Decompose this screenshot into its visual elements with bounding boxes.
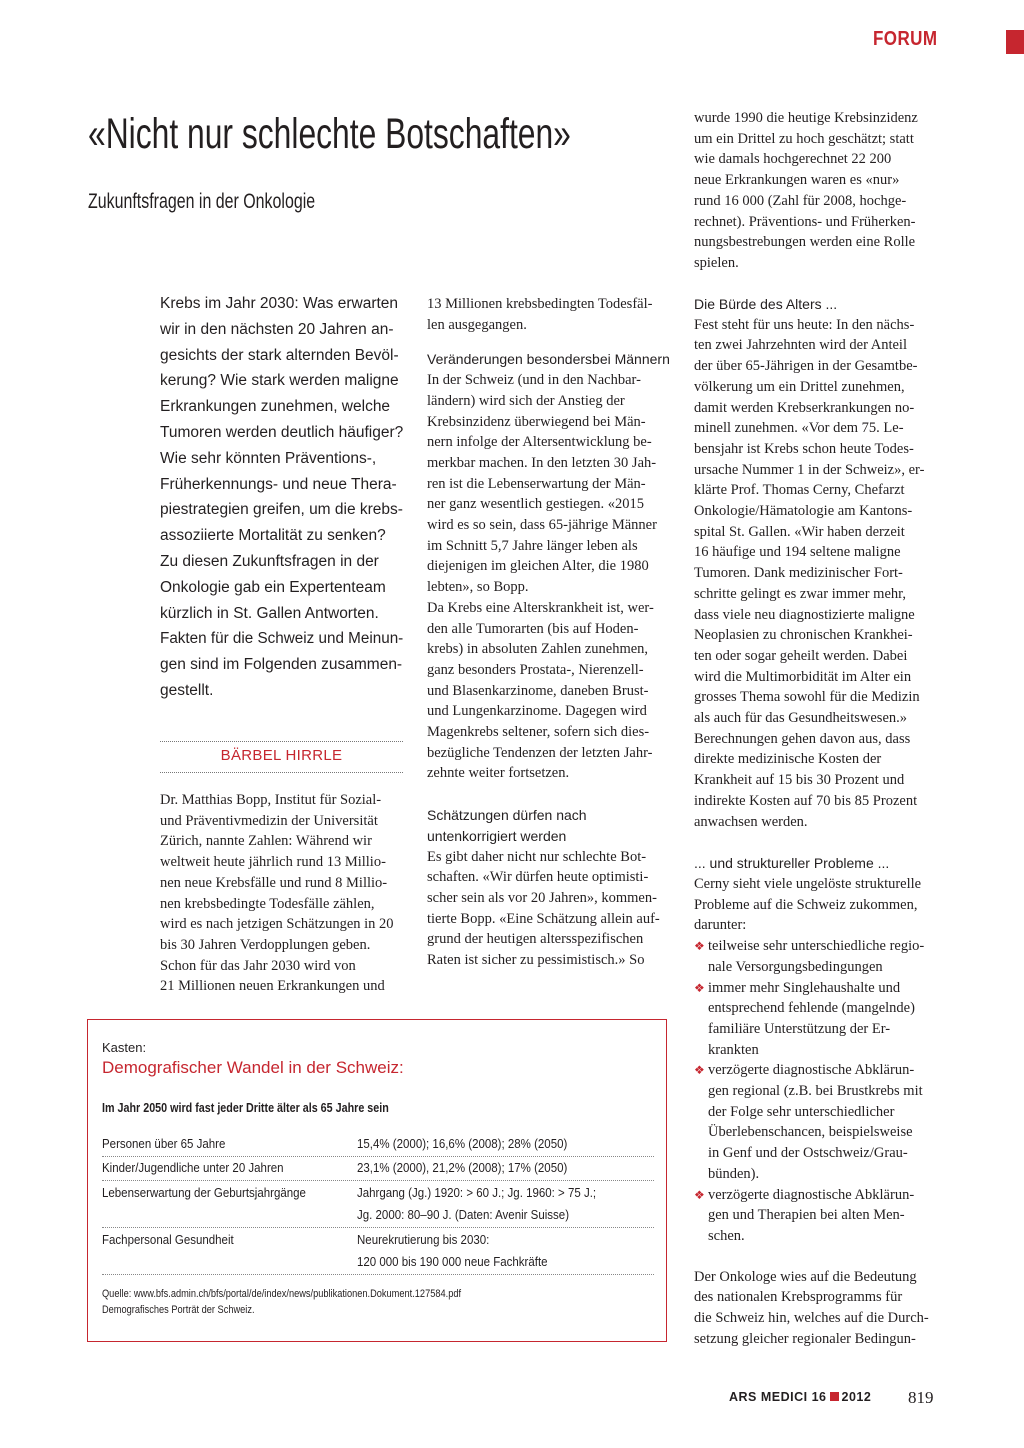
article-subtitle: Zukunftsfragen in der Onkologie <box>88 190 316 213</box>
bullet-line: familiäre Unterstützung der Er- <box>708 1020 891 1037</box>
column-2 <box>427 294 670 971</box>
bullet-item <box>694 1060 937 1184</box>
body-line: neue Erkrankungen waren es «nur» <box>694 172 900 189</box>
box-row-divider <box>102 1180 654 1181</box>
bullet-line: verzögerte diagnostische Abklärun- <box>708 1062 915 1079</box>
body-line: ländern) wird sich der Anstieg der <box>427 392 625 409</box>
body-line: grund der heutigen altersspezifischen <box>427 931 644 948</box>
intro-line: piestrategien greifen, um die krebs- <box>160 501 403 519</box>
body-line: bezügliche Tendenzen der letzten Jahr- <box>427 744 653 761</box>
col3-bullet-list <box>694 936 937 1247</box>
box-heading: Demografischer Wandel in der Schweiz: <box>102 1058 404 1077</box>
intro-line: wir in den nächsten 20 Jahren an- <box>160 320 394 338</box>
column-3-top <box>694 108 937 274</box>
box-subheading: Im Jahr 2050 wird fast jeder Dritte älter als 65 Jahre sein <box>102 1101 389 1115</box>
col2-heading-schaetzungen <box>427 805 670 846</box>
col3-heading-probleme: ... und struktureller Probleme ... <box>694 855 890 872</box>
body-line: tierte Bopp. «Eine Schätzung allein auf- <box>427 910 660 927</box>
body-line: schaften. «Wir dürfen heute optimisti- <box>427 869 649 886</box>
body-line: den alle Tumorarten (bis auf Hoden- <box>427 620 639 637</box>
body-line: nen neue Krebsfälle und rund 8 Millio- <box>160 874 388 891</box>
body-line: Fest steht für uns heute: In den nächs- <box>694 316 915 333</box>
box-row-divider <box>102 1156 654 1157</box>
box-row-divider <box>102 1227 654 1228</box>
body-line: Dr. Matthias Bopp, Institut für Sozial- <box>160 792 382 808</box>
body-line: völkerung um ein Drittel zunehmen, <box>694 378 905 395</box>
intro-line: Fakten für die Schweiz und Meinun- <box>160 630 404 648</box>
box-row-label: Kinder/Jugendliche unter 20 Jahren <box>102 1161 284 1175</box>
column-3 <box>694 294 937 1349</box>
body-line: indirekte Kosten auf 70 bis 85 Prozent <box>694 792 918 809</box>
body-line: Cerny sieht viele ungelöste strukturelle <box>694 875 922 892</box>
body-line: wurde 1990 die heutige Krebsinzidenz <box>694 110 918 126</box>
body-line: darunter: <box>694 917 747 934</box>
bullet-line: krankten <box>708 1041 759 1058</box>
body-line: zehnte weiter fortsetzen. <box>427 765 570 782</box>
body-line: wie damals hochgerechnet 22 200 <box>694 151 892 168</box>
body-line: bensjahr ist Krebs schon heute Todes- <box>694 440 914 457</box>
bullet-diamond-icon: ❖ <box>694 1187 705 1202</box>
col1-body <box>160 790 403 997</box>
col3-heading-buerde: Die Bürde des Alters ... <box>694 296 838 312</box>
body-line: In der Schweiz (und in den Nachbar- <box>427 372 641 389</box>
intro-line: Früherkennungs- und neue Thera- <box>160 475 397 493</box>
body-line: direkte medizinische Kosten der <box>694 751 882 768</box>
intro-line: kerung? Wie stark werden maligne <box>160 372 399 390</box>
footer-journal <box>729 1390 871 1404</box>
body-line: Neoplasien zu chronischen Krankhei- <box>694 627 913 644</box>
body-line: als auch für das Gesundheitswesen.» <box>694 710 908 727</box>
body-line: nen krebsbedingte Todesfälle zählen, <box>160 895 375 912</box>
bullet-line: gen regional (z.B. bei Brustkrebs mit <box>708 1083 923 1100</box>
heading-line: bei Männern <box>592 351 670 368</box>
body-line: ganz besonders Prostata-, Nierenzell- <box>427 661 644 678</box>
bullet-line: bünden). <box>708 1165 760 1182</box>
body-line: und Präventivmedizin der Universität <box>160 812 378 829</box>
body-line: Krankheit auf 15 bis 30 Prozent und <box>694 772 905 789</box>
body-line: rechnet). Präventions- und Früherken- <box>694 213 916 230</box>
body-line: lebten», so Bopp. <box>427 579 529 596</box>
intro-line: Zu diesen Zukunftsfragen in der <box>160 552 379 570</box>
body-line: wird die Multimorbidität im Alter ein <box>694 668 912 685</box>
box-row-value: Neurekrutierung bis 2030: <box>357 1233 490 1247</box>
bullet-item <box>694 1185 937 1247</box>
bullet-diamond-icon: ❖ <box>694 1063 705 1078</box>
author-rule-bottom <box>160 772 403 773</box>
body-line: Berechnungen gehen davon aus, dass <box>694 730 911 747</box>
box-row-value: Jahrgang (Jg.) 1920: > 60 J.; Jg. 1960: > 75 J.; <box>357 1186 597 1200</box>
body-line: Tumoren. Dank medizinischer Fort- <box>694 565 903 582</box>
body-line: Krebsinzidenz überwiegend bei Män- <box>427 413 646 430</box>
body-line: ren ist die Lebenserwartung der Män- <box>427 475 646 492</box>
body-line: klärte Prof. Thomas Cerny, Chefarzt <box>694 482 905 499</box>
box-source-url: Quelle: www.bfs.admin.ch/bfs/portal/de/index/news/publikationen.Dokument.127584.pdf <box>102 1288 462 1300</box>
body-line: Raten ist sicher zu pessimistisch.» So <box>427 952 645 969</box>
body-line: der über 65-Jährigen in der Gesamtbe- <box>694 358 918 375</box>
intro-line: kürzlich in St. Gallen Antworten. <box>160 604 379 622</box>
body-line: 13 Millionen krebsbedingten Todesfäl- <box>427 296 653 312</box>
intro-line: Onkologie gab ein Expertenteam <box>160 578 386 596</box>
body-line: Onkologie/Hämatologie am Kantons- <box>694 503 913 520</box>
body-line: ner ganz wesentlich gestiegen. «2015 <box>427 496 645 513</box>
box-row-value: 23,1% (2000), 21,2% (2008); 17% (2050) <box>357 1161 568 1175</box>
heading-line: korrigiert werden <box>462 827 567 844</box>
intro-line: gen sind im Folgenden zusammen- <box>160 656 403 674</box>
body-line: 21 Millionen neuen Erkrankungen und <box>160 978 385 995</box>
body-line: weltweit heute jährlich rund 13 Millio- <box>160 854 386 871</box>
box-row-label: Personen über 65 Jahre <box>102 1137 226 1151</box>
box-row-divider <box>102 1274 654 1275</box>
bullet-line: entsprechend fehlende (mangelnde) <box>708 1000 915 1017</box>
body-line: ursache Nummer 1 in der Schweiz», er- <box>694 461 925 478</box>
bullet-line: nale Versorgungsbedingungen <box>708 958 883 975</box>
col2-paragraph-b <box>427 370 670 784</box>
body-line: die Schweiz hin, welches auf die Durch- <box>694 1310 929 1327</box>
col2-paragraph-a <box>427 294 670 335</box>
body-line: diejenigen im gleichen Alter, die 1980 <box>427 558 649 575</box>
body-line: ten oder sogar geheilt werden. Dabei <box>694 647 908 664</box>
bullet-line: verzögerte diagnostische Abklärun- <box>708 1186 915 1203</box>
intro-line: Tumoren werden deutlich häufiger? <box>160 423 404 441</box>
body-line: nern infolge der Altersentwicklung be- <box>427 434 652 451</box>
bullet-diamond-icon: ❖ <box>694 980 705 995</box>
section-label: FORUM <box>873 28 938 50</box>
bullet-line: gen und Therapien bei alten Men- <box>708 1207 905 1224</box>
intro-lead <box>160 291 403 704</box>
body-line: dass viele neu diagnostizierte maligne <box>694 606 915 623</box>
page-number: 819 <box>908 1388 934 1407</box>
bullet-line: schen. <box>708 1227 745 1244</box>
body-line: 16 häufige und 194 seltene maligne <box>694 544 901 561</box>
body-line: Es gibt daher nicht nur schlechte Bot- <box>427 848 647 865</box>
box-label: Kasten: <box>102 1040 147 1055</box>
body-line: Zürich, nannte Zahlen: Während wir <box>160 833 372 850</box>
intro-line: gesichts der stark alternden Bevöl- <box>160 346 399 364</box>
footer-year: 2012 <box>841 1390 872 1404</box>
intro-line: Erkrankungen zunehmen, welche <box>160 398 391 416</box>
body-line: bis 30 Jahren Verdopplungen geben. <box>160 936 371 953</box>
bullet-item <box>694 936 937 977</box>
body-line: grosses Thema sowohl für die Medizin <box>694 689 920 706</box>
footer-marker <box>830 1392 839 1401</box>
body-line: ten zwei Jahrzehnten wird der Anteil <box>694 337 907 354</box>
body-line: spielen. <box>694 254 739 271</box>
col2-heading-maenner <box>427 349 670 370</box>
box-row-label: Lebenserwartung der Geburtsjahrgänge <box>102 1186 306 1200</box>
body-line: Magenkrebs seltener, sofern sich dies- <box>427 724 650 741</box>
body-line: nungsbestrebungen werden eine Rolle <box>694 234 916 251</box>
body-line: schritte gelingt es zwar immer mehr, <box>694 585 907 602</box>
bullet-line: immer mehr Singlehaushalte und <box>708 979 901 996</box>
box-row-value-cont: 120 000 bis 190 000 neue Fachkräfte <box>357 1255 548 1269</box>
body-line: Da Krebs eine Alterskrankheit ist, wer- <box>427 599 654 616</box>
footer-journal-name: ARS MEDICI 16 <box>729 1390 827 1404</box>
col3-paragraph-a <box>694 315 937 833</box>
body-line: merkbar machen. In den letzten 30 Jah- <box>427 454 657 471</box>
body-line: damit werden Krebserkrankungen no- <box>694 399 915 416</box>
body-line: und Blasenkarzinome, daneben Brust- <box>427 682 649 699</box>
info-box <box>87 1019 667 1342</box>
box-row-value-cont: Jg. 2000: 80–90 J. (Daten: Avenir Suisse) <box>357 1208 570 1222</box>
col3-paragraph-top <box>694 108 937 274</box>
body-line: scher sein als vor 20 Jahren», kommen- <box>427 889 657 906</box>
heading-line: Veränderungen besonders <box>427 351 593 368</box>
bullet-diamond-icon: ❖ <box>694 939 705 954</box>
body-line: um ein Drittel zu hoch geschätzt; statt <box>694 130 914 147</box>
body-line: des nationalen Krebsprogramms für <box>694 1289 903 1306</box>
col2-paragraph-c <box>427 847 670 971</box>
bullet-line: der Folge sehr unterschiedlicher <box>708 1103 895 1120</box>
intro-line: gestellt. <box>160 681 214 699</box>
body-line: len ausgegangen. <box>427 316 527 333</box>
intro-line: assoziierte Mortalität zu senken? <box>160 527 386 545</box>
bullet-line: teilweise sehr unterschiedliche regio- <box>708 938 925 955</box>
body-line: und Lungenkarzinome. Dagegen wird <box>427 703 647 720</box>
body-line: Schon für das Jahr 2030 wird von <box>160 957 356 974</box>
body-line: anwachsen werden. <box>694 813 808 830</box>
col3-paragraph-c <box>694 1267 937 1350</box>
bullet-line: in Genf und der Ostschweiz/Grau- <box>708 1145 908 1162</box>
intro-line: Krebs im Jahr 2030: Was erwarten <box>160 295 399 312</box>
col3-paragraph-b <box>694 874 937 936</box>
bullet-line: Überlebenschancen, beispielsweise <box>708 1124 913 1141</box>
body-line: wird es so sein, dass 65-jährige Männer <box>427 517 657 534</box>
body-line: wird es nach jetzigen Schätzungen in 20 <box>160 916 394 933</box>
section-marker <box>1006 30 1024 54</box>
bullet-item <box>694 978 937 1061</box>
author-rule-top <box>160 741 403 742</box>
intro-line: Wie sehr könnten Präventions-, <box>160 449 377 467</box>
heading-line: Schätzungen dürfen nach unten <box>427 807 587 844</box>
box-row-value: 15,4% (2000); 16,6% (2008); 28% (2050) <box>357 1137 568 1151</box>
article-title: «Nicht nur schlechte Botschaften» <box>88 110 571 158</box>
body-line: krebs) in absoluten Zahlen zunehmen, <box>427 641 649 658</box>
box-source <box>102 1286 461 1318</box>
body-line: minell zunehmen. «Vor dem 75. Le- <box>694 420 904 437</box>
author-name: BÄRBEL HIRRLE <box>220 747 343 764</box>
body-line: rund 16 000 (Zahl für 2008, hochge- <box>694 192 907 209</box>
body-line: im Schnitt 5,7 Jahre länger leben als <box>427 537 638 554</box>
box-row-label: Fachpersonal Gesundheit <box>102 1233 234 1247</box>
body-line: spital St. Gallen. «Wir haben derzeit <box>694 523 905 540</box>
body-line: setzung gleicher regionaler Bedingun- <box>694 1330 916 1347</box>
box-source-title: Demografisches Porträt der Schweiz. <box>102 1304 255 1316</box>
body-line: Der Onkologe wies auf die Bedeutung <box>694 1268 917 1285</box>
body-line: Probleme auf die Schweiz zukommen, <box>694 896 918 913</box>
